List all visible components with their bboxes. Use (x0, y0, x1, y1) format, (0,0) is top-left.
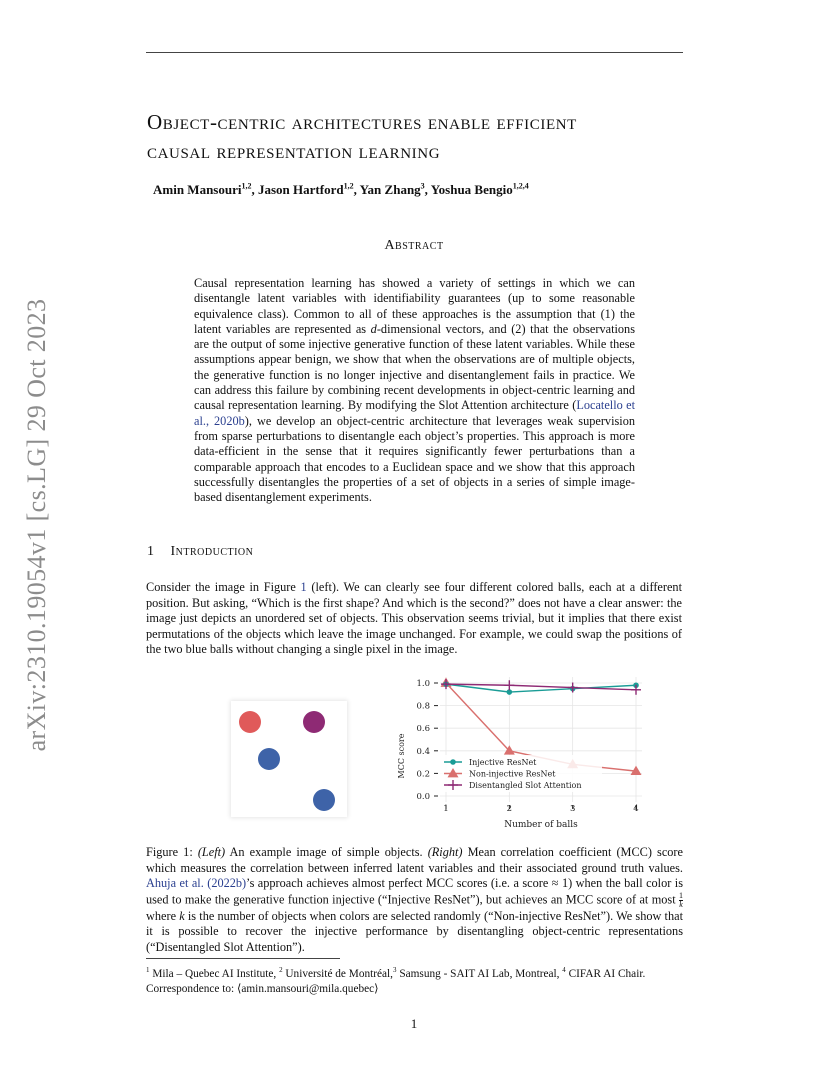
section-heading (147, 544, 253, 560)
y-tick-label: 0.8 (416, 701, 430, 712)
title-line-2: causal representation learning (147, 139, 441, 163)
red-ball (239, 711, 261, 733)
x-tick-label: 3 (569, 804, 576, 814)
y-tick-label: 0.6 (416, 724, 430, 735)
x-tick-label: 4 (633, 804, 639, 814)
y-axis-label: MCC score (397, 733, 406, 779)
legend-label: Injective ResNet (469, 758, 537, 767)
citation-link[interactable]: Ahuja et al. (2022b) (146, 876, 247, 890)
legend-label: Non-injective ResNet (469, 769, 556, 779)
footnote: $^1$ Mila – Quebec AI Institute, $^2$ Université de Montréal,$^3$ Samsung - SAIT AI Lab, Montreal, $^4$ CIFAR AI Chair. Correspondence to: ⟨amin.mansouri@mila.quebec⟩ (146, 966, 646, 995)
title-line-1: Object-centric architectures enable efficient (147, 110, 577, 134)
arxiv-stamp (14, 290, 60, 760)
y-tick-label: 0.2 (416, 769, 430, 780)
author-list (153, 182, 529, 198)
abstract-heading: Abstract (384, 238, 444, 253)
x-axis-label: Number of balls (504, 820, 578, 830)
section-title: Introduction (170, 544, 254, 559)
blue-ball (313, 789, 335, 811)
mcc-chart (390, 672, 660, 837)
fraction: $\frac{1}{k}$ (679, 890, 683, 909)
abstract-body: Causal representation learning has showed a variety of settings in which we can disentangle latent variables with identifiability guarantees (up to some reasonable equivalence class). Common to all of these approaches is the assumption that (1) the latent variables are represented as d-dimensional vectors, and (2) that the observations are the output of some injective generative function of these latent variables. While these assumptions appear benign, we show that when the observations are of multiple objects, the generative function is no longer injective and disentanglement fails in practice. We can address this failure by combining recent developments in object-centric learning and causal representation learning. By modifying the Slot Attention architecture (Locatello et al., 2020b), we develop an object-centric architecture that leverages weak supervision from sparse perturbations to disentangle each object’s properties. This approach is more data-efficient in the sense that it requires significantly fewer perturbations than a comparable approach that encodes to a Euclidean space and we show that this approach successfully disentangles the properties of a set of objects in a series of simple image-based disentanglement experiments. (194, 276, 635, 505)
author: Yan Zhang$^3$, (359, 182, 431, 198)
page-number: 1 (410, 1016, 418, 1031)
arxiv-stamp-text: arXiv:2310.19054v1 [cs.LG] 29 Oct 2023 (22, 298, 51, 752)
citation-link[interactable]: Locatello et al., 2020b (194, 398, 635, 428)
chart-legend (440, 755, 602, 792)
purple-ball (303, 711, 325, 733)
balls-image (231, 701, 347, 817)
figure-ref-link[interactable]: 1 (300, 580, 307, 594)
x-tick-label: 1 (443, 804, 449, 814)
y-tick-label: 0.4 (416, 746, 430, 757)
x-tick-label: 2 (506, 804, 513, 814)
intro-paragraph: Consider the image in Figure 1 (left). We can clearly see four different colored balls, each at a different position. But asking, “Which is the first shape? And which is the second?” does not have a clear answer: the image just depicts an unordered set of objects. This observation seems trivial, but it implies that there exist permutations of the objects which leave the image unchanged. For example, we could swap the positions of the two blue balls without changing a single pixel in the image. (146, 580, 682, 656)
paper-title (147, 108, 707, 166)
legend-marker (450, 759, 456, 765)
figure-caption: Figure 1: (Left) An example image of simple objects. (Right) Mean correlation coefficient (MCC) score which measures the correlation between inferred latent variables and their associated ground truth values. Ahuja et al. (2022b)’s approach achieves almost perfect MCC scores (i.e. a score ≈ 1) when the ball color is used to make the generative function injective (“Injective ResNet”), but achieves an MCC score of at most $\frac{1}{k}$ where k is the number of objects when colors are selected randomly (“Non-injective ResNet”). We show that it is possible to recover the injective performance by disentangling object-centric representations (“Disentangled Slot Attention”). (146, 845, 683, 954)
footnote-rule (146, 958, 340, 959)
legend-label: Disentangled Slot Attention (469, 781, 582, 790)
y-tick-label: 0.0 (416, 792, 430, 802)
author: Amin Mansouri$^{1,2}$, (153, 182, 258, 198)
blue-ball (258, 748, 280, 770)
author: Yoshua Bengio$^{1,2,4}$ (430, 182, 529, 198)
section-number: 1 (147, 544, 155, 559)
y-tick-label: 1.0 (416, 679, 430, 689)
author: Jason Hartford$^{1,2}$, (257, 182, 360, 198)
top-rule (146, 52, 683, 53)
